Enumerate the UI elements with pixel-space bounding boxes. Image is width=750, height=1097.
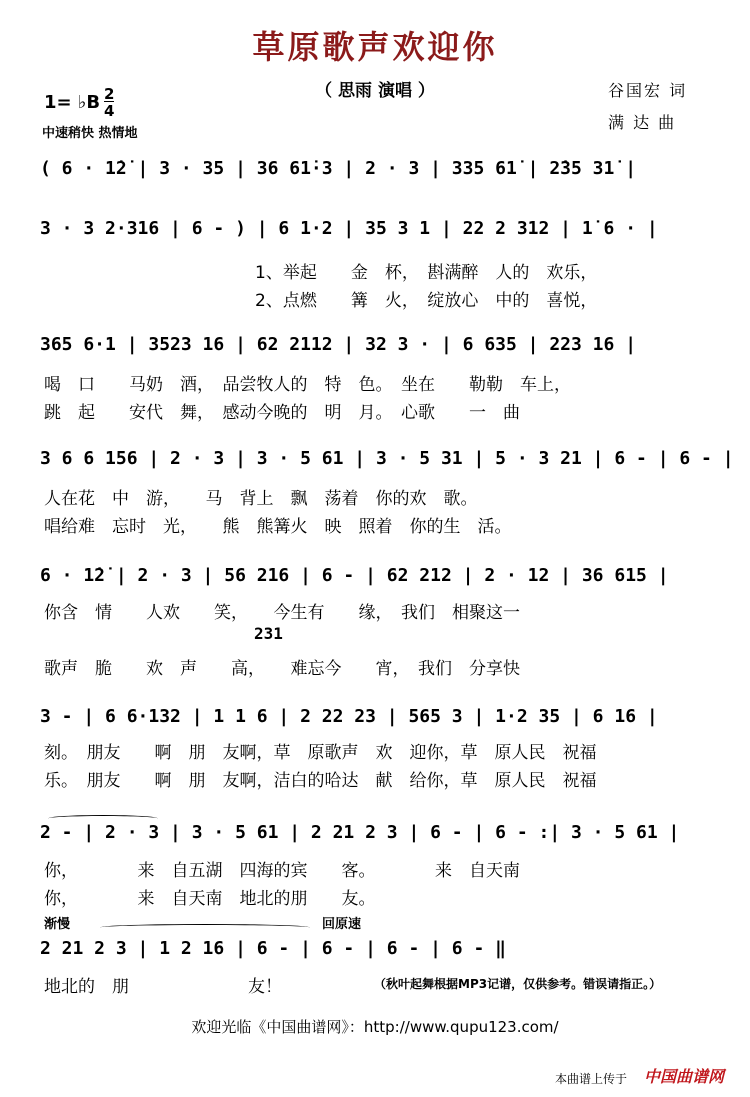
score-row-2-notes: 3 · 3 2·316 | 6 - ) | 6 1·2 | 35 3 1 | 22 2 312 | 1̇ 6 · |	[40, 218, 658, 239]
page-title: 草原歌声欢迎你	[252, 28, 498, 66]
lyric-row-2-verse-2: 2、点燃 篝 火， 绽放心 中的 喜悦，	[255, 291, 598, 311]
time-signature-top: 2	[104, 85, 115, 103]
tempo-marking: 中速稍快 热情地	[42, 126, 138, 141]
upload-label: 本曲谱上传于	[555, 1072, 628, 1086]
score-row-1-notes: ( 6 · 1̇2̇ | 3 · 35 | 36 61̇·3 | 2 · 3 | 335 61̇ | 2̇35 31̇ |	[40, 158, 637, 179]
tie-mark	[48, 815, 158, 822]
variant-notes: 231	[254, 624, 283, 643]
lyric-row-6-verse-2: 乐。 朋友 啊 朋 友啊，洁白的哈达 献 给你，草 原人民 祝福	[44, 771, 597, 791]
time-signature-bottom: 4	[104, 102, 115, 120]
lyric-row-3-verse-2: 跳 起 安代 舞， 感动今晚的 明 月。 心歌 一 曲	[44, 403, 520, 423]
footer-text[interactable]: 欢迎光临《中国曲谱网》：http://www.qupu123.com/	[191, 1018, 559, 1036]
lyric-row-4-verse-2: 唱给难 忘时 光， 熊 熊篝火 映 照着 你的生 活。	[44, 517, 512, 537]
ritardando-mark: 渐慢	[44, 917, 71, 932]
lyric-row-2-verse-1: 1、举起 金 杯， 斟满醉 人的 欢乐，	[255, 263, 598, 283]
transcription-note: （秋叶起舞根据MP3记谱，仅供参考。错误请指正。）	[374, 977, 662, 991]
lyric-row-5-verse-1: 你含 情 人欢 笑， 今生有 缘， 我们 相聚这一	[44, 603, 520, 623]
lyricist-credit: 谷国宏 词	[608, 81, 688, 100]
lyric-row-3-verse-1: 喝 口 马奶 酒， 品尝牧人的 特 色。 坐在 勒勒 车上，	[44, 375, 571, 395]
tie-mark-final	[100, 924, 310, 931]
lyric-row-4-verse-1: 人在花 中 游， 马 背上 飘 荡着 你的欢 歌。	[44, 489, 478, 509]
lyric-row-7-verse-1: 你， 来 自五湖 四海的宾 客。 来 自天南	[44, 861, 520, 881]
performer-line: （ 思雨 演唱 ）	[315, 81, 435, 101]
composer-credit: 满 达 曲	[608, 113, 677, 132]
site-logo[interactable]: 中国曲谱网	[644, 1067, 725, 1086]
score-row-6-notes: 3 - | 6 6·132 | 1 1 6 | 2 22 23 | 565 3 | 1·2 35 | 6 16 |	[40, 706, 658, 727]
score-row-3-notes: 365 6·1 | 3523 16 | 62 2112 | 32 3 · | 6 635 | 223 16 |	[40, 334, 637, 355]
key-signature: 1= ♭B	[44, 92, 101, 113]
score-row-7-notes: 2 - | 2 · 3 | 3 · 5 61 | 2 21 2 3 | 6 - | 6 - :| 3 · 5 61 |	[40, 822, 680, 843]
lyric-row-6-verse-1: 刻。 朋友 啊 朋 友啊，草 原歌声 欢 迎你，草 原人民 祝福	[44, 743, 597, 763]
lyric-row-5-verse-2: 歌声 脆 欢 声 高， 难忘今 宵， 我们 分享快	[44, 659, 520, 679]
score-row-8-notes: 2 21 2 3 | 1 2 16 | 6 - | 6 - | 6 - | 6 - ‖	[40, 938, 506, 959]
a-tempo-mark: 回原速	[322, 917, 362, 932]
lyric-row-8: 地北的 朋 友！	[44, 977, 282, 997]
lyric-row-7-verse-2: 你， 来 自天南 地北的朋 友。	[44, 889, 376, 909]
score-row-5-notes: 6 · 1̇2̇ | 2 · 3 | 56 216 | 6 - | 62 212 | 2 · 12 | 36 615 |	[40, 565, 669, 586]
score-row-4-notes: 3 6 6 156 | 2 · 3 | 3 · 5 61 | 3 · 5 31 | 5 · 3 21 | 6 - | 6 - |	[40, 448, 734, 469]
